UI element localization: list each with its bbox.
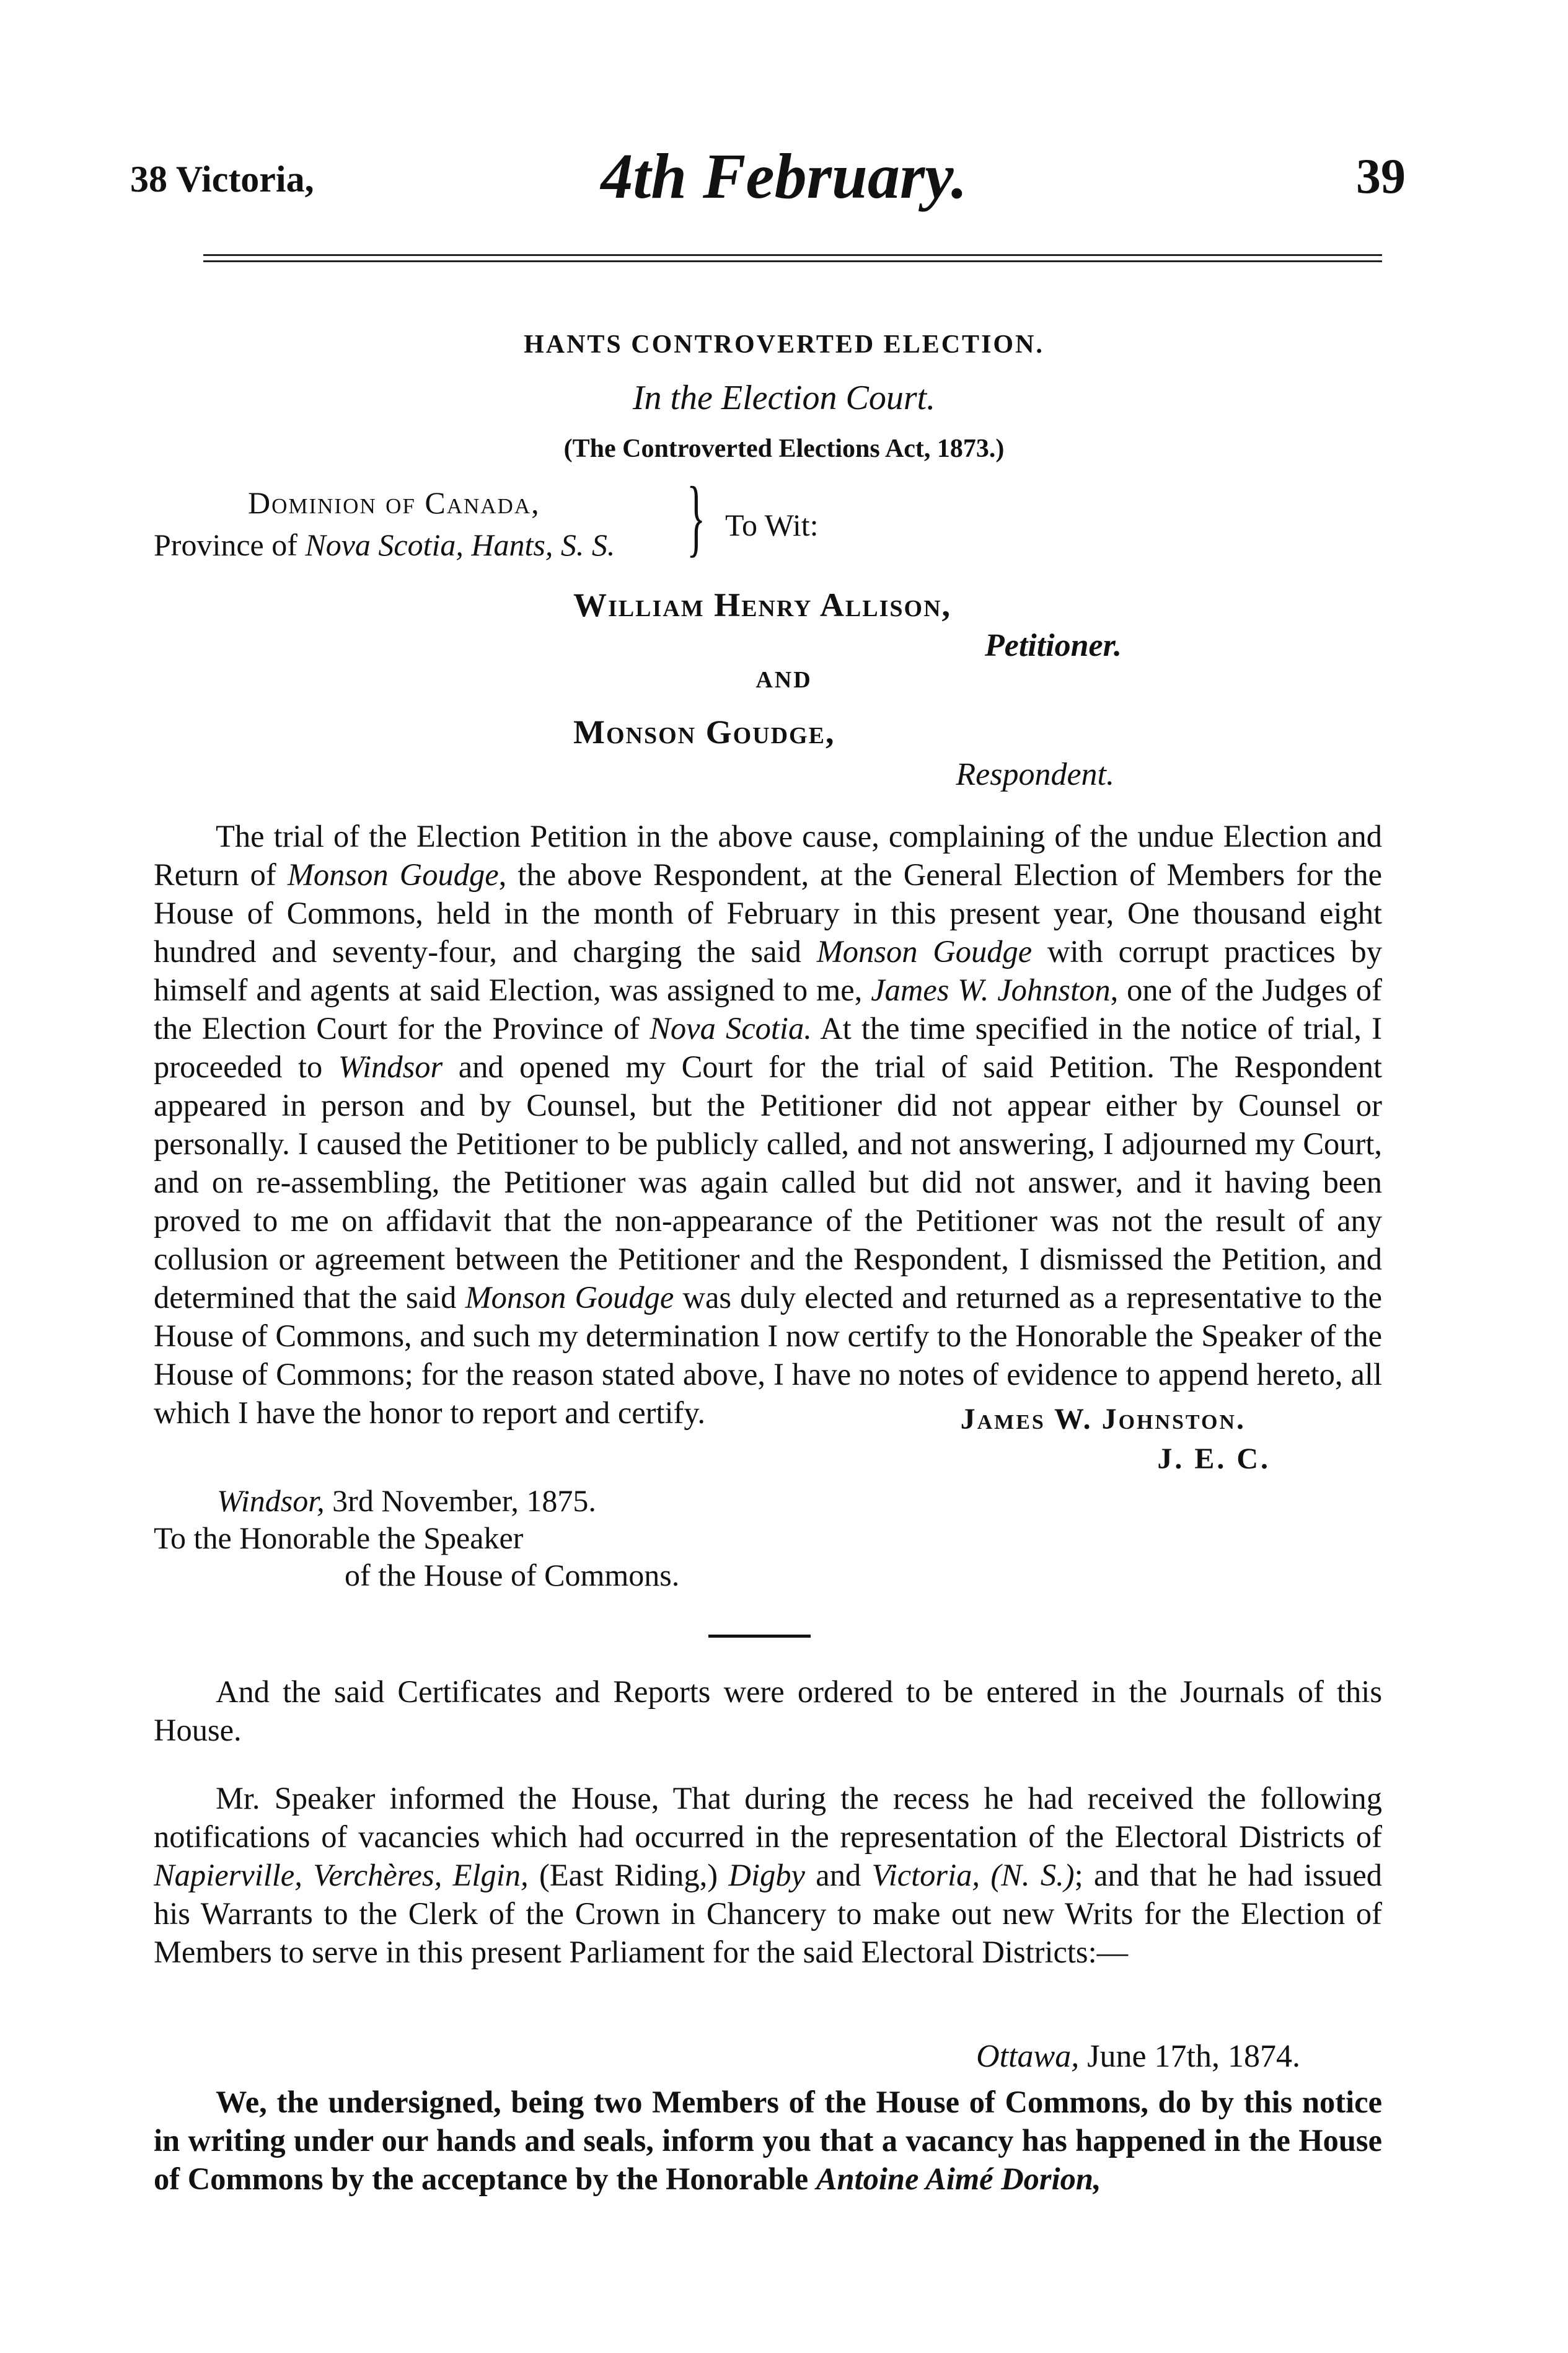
page-number: 39 — [1356, 149, 1406, 204]
judge-ref: James W. Johnston — [871, 973, 1111, 1007]
venue-dominion: Dominion of Canada, — [248, 485, 540, 520]
letter-place: Ottawa, — [976, 2039, 1080, 2074]
dateline — [217, 1483, 596, 1519]
court-name: In the Election Court. — [632, 379, 936, 417]
venue-province-prefix: Province of — [154, 528, 306, 562]
addressee-line-1: To the Honorable the Speaker — [154, 1521, 524, 1555]
judgment-text-4: , one of the Judges of the Election Court for the Province of — [154, 973, 1382, 1046]
and-separator: AND — [755, 667, 813, 693]
header-rule-bottom — [203, 260, 1382, 262]
addressee-line-2: of the House of Commons. — [345, 1558, 680, 1592]
speaker-paragraph — [154, 1779, 1382, 1971]
journal-date: 4th February. — [601, 141, 967, 212]
speaker-text-3: and — [804, 1858, 872, 1892]
town-ref: Windsor — [338, 1049, 443, 1084]
header-rule-top — [203, 254, 1382, 256]
letter-date: June 17th, 1874. — [1079, 2039, 1300, 2074]
district-victoria: Victoria, (N. S.) — [871, 1858, 1075, 1892]
case-heading: HANTS CONTROVERTED ELECTION. — [524, 330, 1044, 359]
respondent-name: Monson Goudge, — [573, 713, 835, 751]
letter-dateline — [976, 2038, 1300, 2075]
letter-text-1: We, the undersigned, being two Members of the House of Commons, do by this notice in writing under our hands and seals, inform you that a vacancy has happened in the House of Commons by the acceptance by the Honorable — [154, 2085, 1382, 2196]
judgment-text-7: was duly elected and returned as a representative to the House of Commons, and such my determination I now certify to the Honorable the Speaker of the House of Commons; for the reason stated above, I have no notes of evidence to append hereto, all which I have the honor to report and certify. — [154, 1280, 1382, 1430]
dateline-place: Windsor, — [217, 1483, 325, 1518]
signature-title: J. E. C. — [1157, 1442, 1271, 1475]
act-citation: (The Controverted Elections Act, 1873.) — [563, 435, 1005, 463]
respondent-ref-1: Monson Goudge — [287, 857, 499, 892]
entry-paragraph: And the said Certificates and Reports were ordered to be entered in the Journals of this House. — [154, 1674, 1382, 1747]
district-digby: Digby — [728, 1858, 805, 1892]
respondent-ref-3: Monson Goudge — [465, 1280, 674, 1315]
dateline-date: 3rd November, 1875. — [324, 1483, 596, 1518]
letter-name-ref: Antoine Aimé Dorion, — [816, 2161, 1101, 2196]
petitioner-name: William Henry Allison, — [573, 586, 952, 624]
session-label: 38 Victoria, — [130, 159, 314, 200]
section-divider — [708, 1635, 811, 1638]
judgment-text-3: with corrupt practices by himself and agents at said Election, was assigned to me, — [154, 934, 1383, 1007]
province-ref: Nova Scotia. — [650, 1011, 812, 1046]
judgment-paragraph — [154, 817, 1382, 1432]
petitioner-role: Petitioner. — [985, 628, 1122, 663]
letter-paragraph — [154, 2083, 1382, 2198]
speaker-text-4: ; and that he had issued his Warrants to the Clerk of the Crown in Chancery to make out new Writs for the Election of Members to serve in this present Parliament for the said Electoral Districts:— — [154, 1858, 1383, 1969]
speaker-text-1: Mr. Speaker informed the House, That during the recess he had received the following notifications of vacancies which had occurred in the representation of the Electoral Districts of — [154, 1781, 1382, 1854]
venue-brace: } — [687, 469, 706, 565]
venue-province — [154, 527, 615, 563]
judgment-text-1: The trial of the Election Petition in the above cause, complaining of the undue Election and Return of — [154, 819, 1382, 892]
venue-province-place: Nova Scotia, Hants, S. S. — [305, 528, 615, 562]
judgment-text-2: , the above Respondent, at the General Election of Members for the House of Commons, held in the month of February in this present year, One thousand eight hundred and seventy-four, and charging the said — [154, 857, 1383, 969]
judgment-text-5: At the time specified in the notice of trial, I proceeded to — [154, 1011, 1383, 1084]
signature-name: James W. Johnston. — [960, 1403, 1246, 1436]
judgment-text-6: and opened my Court for the trial of said Petition. The Respondent appeared in person and by Counsel, but the Petitioner did not appear either by Counsel or personally. I caused the Petitioner to be publicly called, and not answering, I adjourned my Court, and on re-assembling, the Petitioner was again called but did not answer, and it having been proved to me on affidavit that the non-appearance of the Petitioner was not the result of any collusion or agreement between the Petitioner and the Respondent, I dismissed the Petition, and determined that the said — [154, 1049, 1382, 1315]
respondent-ref-2: Monson Goudge — [816, 934, 1033, 969]
district-list-1: Napierville, Verchères, Elgin, — [154, 1858, 529, 1892]
to-wit: To Wit: — [725, 508, 819, 542]
speaker-text-2: (East Riding,) — [528, 1858, 729, 1892]
respondent-role: Respondent. — [956, 757, 1114, 792]
